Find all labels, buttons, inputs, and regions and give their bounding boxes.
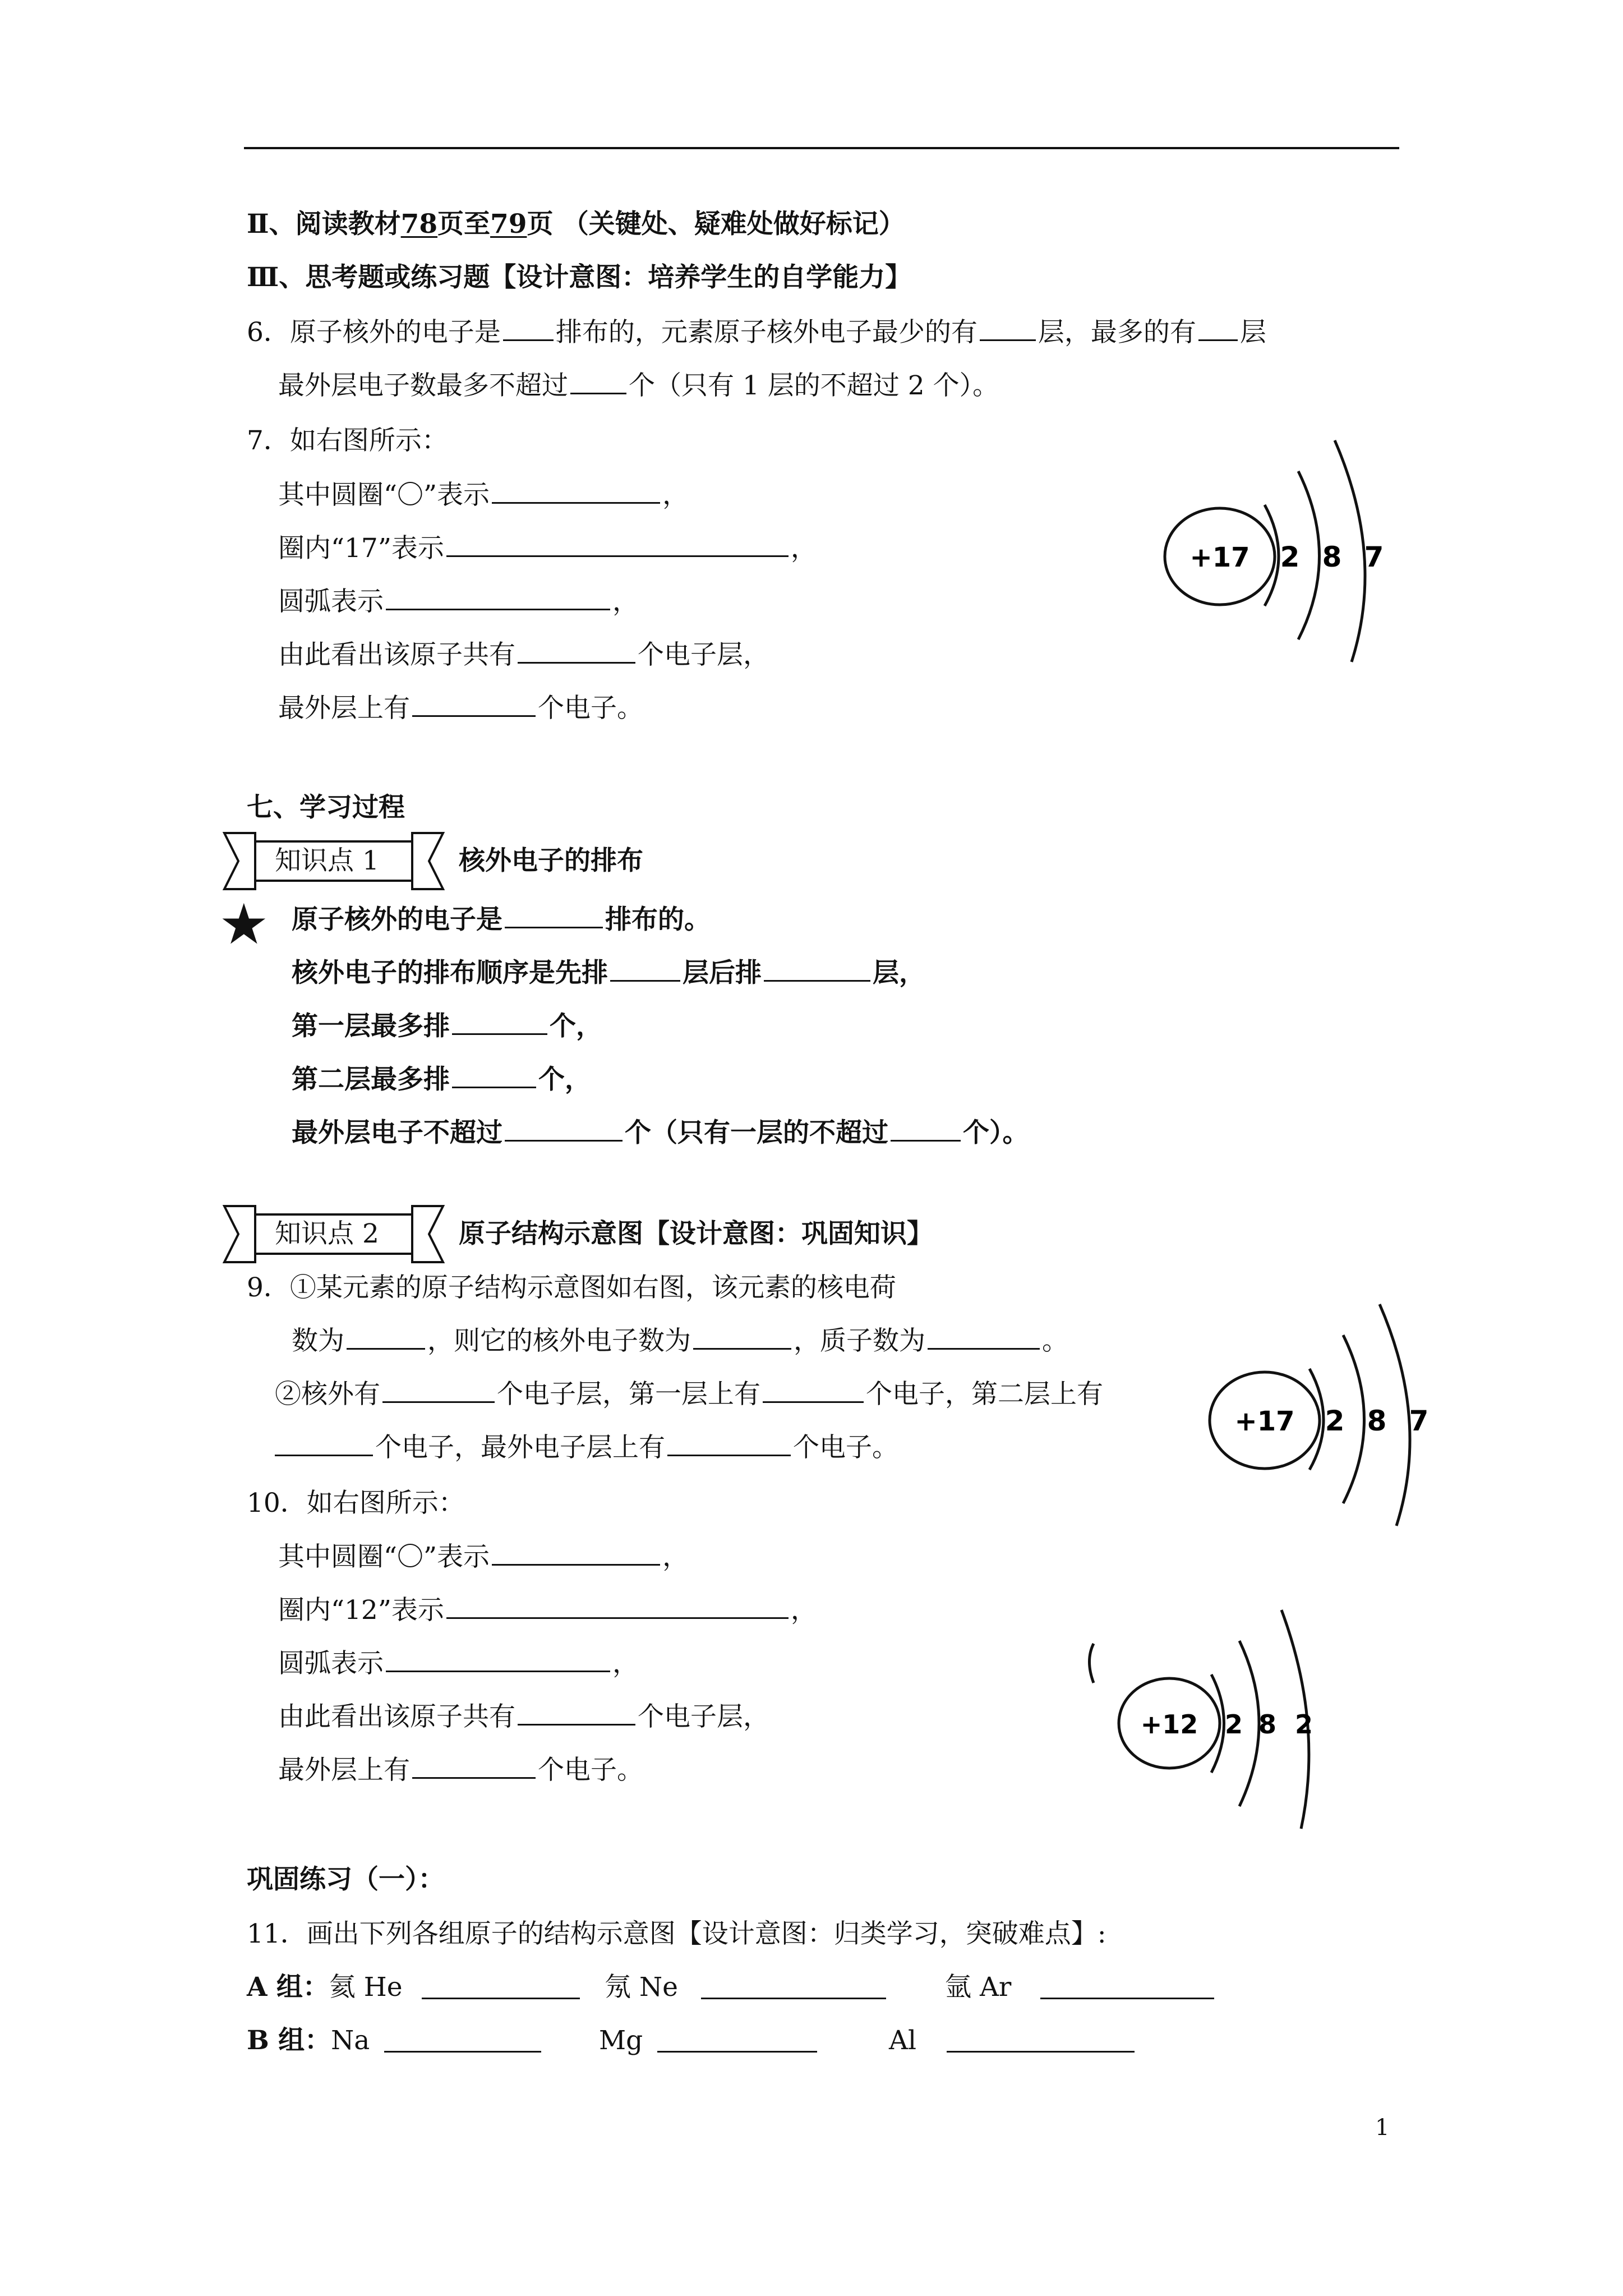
star-icon: ★ — [219, 891, 269, 957]
question-11: 11．画出下列各组原子的结构示意图【设计意图：归类学习，突破难点】: — [247, 1918, 1106, 1949]
question-6-line-1: 6．原子核外的电子是 排布的，元素原子核外电子最少的有 层，最多的有 层 — [247, 317, 1266, 348]
knowledge-point-1-label: 知识点 1 — [275, 845, 379, 876]
question-10-line-3: 圆弧表示 ， — [278, 1648, 639, 1679]
question-7-line-4: 由此看出该原子共有 个电子层， — [278, 639, 769, 670]
answer-line-al[interactable] — [947, 2051, 1135, 2053]
element-al: Al — [889, 2025, 916, 2056]
nucleus-charge: +17 — [1234, 1406, 1295, 1437]
group-b-label: B 组：Na — [247, 2025, 370, 2056]
answer-line-ne[interactable] — [701, 1998, 886, 1999]
question-10-line-1: 其中圆圈“〇”表示 ， — [278, 1542, 689, 1572]
shell-count-3: 7 — [1409, 1405, 1429, 1437]
shell-arc-1 — [1265, 505, 1279, 606]
question-10-line-2: 圈内“12”表示 ， — [278, 1595, 817, 1626]
question-9-line-4: 个电子，最外电子层上有 个电子。 — [275, 1432, 898, 1464]
kp1-line-1: 原子核外的电子是 排布的。 — [292, 904, 711, 935]
question-7-line-5: 最外层上有 个电子。 — [278, 693, 643, 724]
page-number: 1 — [1375, 2115, 1390, 2141]
question-7-line-3: 圆弧表示 ， — [278, 586, 639, 617]
answer-line-ar[interactable] — [1040, 1998, 1214, 1999]
kp1-line-5: 最外层电子不超过 个（只有一层的不超过 个）。 — [292, 1117, 1029, 1148]
knowledge-point-2-title: 原子结构示意图【设计意图：巩固知识】 — [459, 1218, 933, 1249]
knowledge-point-2-label: 知识点 2 — [275, 1218, 379, 1249]
atom-diagram-17-b — [1206, 1296, 1453, 1531]
element-ar: 氩 Ar — [945, 1972, 1012, 2003]
answer-line-na[interactable] — [384, 2051, 541, 2053]
question-6-line-2: 最外层电子数最多不超过 个（只有 1 层的不超过 2 个）。 — [278, 370, 999, 401]
atom-diagram-12 — [1077, 1599, 1335, 1834]
stray-arc — [1090, 1644, 1094, 1683]
shell-count-1: 2 — [1325, 1405, 1345, 1437]
shell-count-2: 8 — [1367, 1405, 1387, 1437]
shell-count-2: 8 — [1258, 1709, 1277, 1740]
section-heading: Ⅲ、思考题或练习题【设计意图：培养学生的自学能力】 — [247, 262, 912, 293]
practice-heading: 巩固练习（一）： — [247, 1864, 445, 1895]
learning-process-heading: 七、学习过程 — [247, 792, 405, 823]
nucleus-charge: +17 — [1189, 542, 1250, 573]
question-9-line-2: 数为 ，则它的核外电子数为 ，质子数为 。 — [292, 1326, 1068, 1356]
question-10-line-5: 最外层上有 个电子。 — [278, 1755, 643, 1786]
answer-line-he[interactable] — [422, 1998, 580, 1999]
shell-count-3: 7 — [1364, 541, 1384, 573]
question-10-line-4: 由此看出该原子共有 个电子层， — [278, 1701, 769, 1732]
knowledge-point-1-title: 核外电子的排布 — [459, 845, 643, 876]
question-7-title: 7．如右图所示： — [247, 425, 448, 456]
group-a-label: A 组：氦 He — [247, 1972, 403, 2003]
question-9-line-1: 9．①某元素的原子结构示意图如右图，该元素的核电荷 — [247, 1272, 896, 1303]
shell-arc-2 — [1343, 1335, 1364, 1503]
shell-count-3: 2 — [1294, 1709, 1313, 1740]
element-mg: Mg — [599, 2025, 643, 2056]
kp1-line-2: 核外电子的排布顺序是先排 层后排 层， — [292, 958, 925, 988]
kp1-line-3: 第一层最多排 个， — [292, 1011, 602, 1042]
element-ne: 氖 Ne — [605, 1972, 678, 2003]
question-7-line-1: 其中圆圈“〇”表示 ， — [278, 480, 689, 510]
shell-arc-2 — [1298, 471, 1320, 639]
atom-diagram-17-a — [1161, 432, 1408, 668]
question-7-line-2: 圈内“17”表示 ， — [278, 533, 817, 564]
top-rule — [244, 147, 1399, 149]
question-9-line-3: ②核外有 个电子层，第一层上有 个电子，第二层上有 — [275, 1379, 1103, 1410]
question-10-title: 10．如右图所示： — [247, 1488, 465, 1519]
shell-arc-1 — [1310, 1369, 1324, 1470]
shell-count-2: 8 — [1322, 541, 1342, 573]
reading-instruction: Ⅱ、阅读教材78页至79页 （关键处、疑难处做好标记） — [247, 209, 905, 240]
shell-arc-1 — [1211, 1674, 1224, 1773]
shell-count-1: 2 — [1224, 1709, 1243, 1740]
answer-line-mg[interactable] — [657, 2051, 817, 2053]
nucleus-charge: +12 — [1140, 1709, 1198, 1740]
kp1-line-4: 第二层最多排 个， — [292, 1064, 591, 1095]
shell-count-1: 2 — [1280, 541, 1300, 573]
